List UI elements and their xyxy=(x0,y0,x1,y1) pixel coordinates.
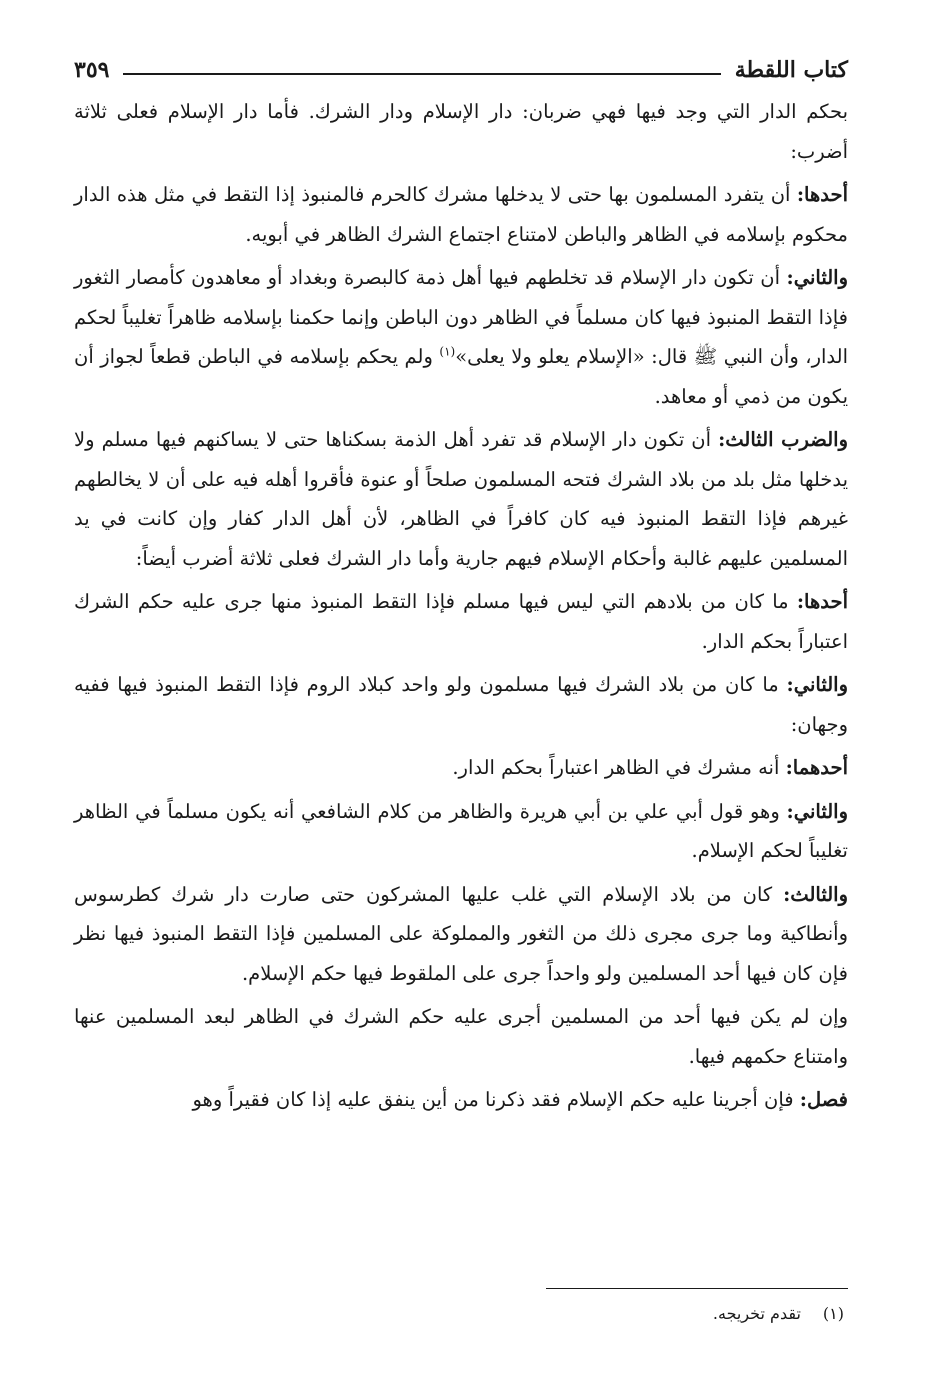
paragraph-lead: أحدهما: xyxy=(785,756,848,779)
paragraph-text-continued: ولم يحكم بإسلامه في الباطن قطعاً لجواز أن يكون من ذمي أو معاهد. xyxy=(74,345,848,408)
paragraph-text: فإن أجرينا عليه حكم الإسلام فقد ذكرنا من أين ينفق عليه إذا كان فقيراً وهو xyxy=(192,1088,800,1111)
footnote-number: (١) xyxy=(822,1304,844,1323)
paragraph-lead: أحدها: xyxy=(796,183,848,206)
paragraph-lead: فصل: xyxy=(799,1088,848,1111)
paragraph-text: أن يتفرد المسلمون بها حتى لا يدخلها مشرك كالحرم فالمنبوذ إذا التقط في مثل هذه الدار محكوم بإسلامه في الظاهر والباطن لامتناع اجتماع الشرك الظاهر في أبويه. xyxy=(74,183,848,246)
footnote-divider xyxy=(546,1288,848,1289)
paragraph-text: أن تكون دار الإسلام قد تفرد أهل الذمة بسكناها حتى لا يساكنهم فيها مسلم ولا يدخلها مثل بلد من بلاد الشرك فتحه المسلمون صلحاً أو عنوة فأقروا أهله فيه على أن لا يخالطهم غيرهم فإذا التقط المنبوذ فيه كان كافراً في الظاهر، لأن أهل الدار كفار وإن كانت في يد المسلمين عليهم غالبة وأحكام الإسلام فيهم جارية وأما دار الشرك فعلى ثلاثة أضرب أيضاً: xyxy=(74,428,848,570)
footnote-reference: (١) xyxy=(439,344,456,359)
footnote xyxy=(713,1302,844,1326)
page-header xyxy=(74,48,848,92)
paragraph-lead: والثاني: xyxy=(786,799,848,823)
paragraph-text: كان من بلاد الإسلام التي غلب عليها المشركون حتى صارت دار شرك كطرسوس وأنطاكية وما جرى مجرى ذلك من الثغور والمملوكة على المسلمين فإذا التقط المنبوذ فيها نظر فإن كان فيها أحد المسلمين ولو واحداً جرى على الملقوط فيها حكم الإسلام. xyxy=(74,882,848,985)
paragraph-text: وهو قول أبي علي بن أبي هريرة والظاهر من كلام الشافعي أنه يكون مسلماً في الظاهر تغليباً لحكم الإسلام. xyxy=(74,799,848,862)
page-number: ٣٥٩ xyxy=(74,57,110,83)
paragraph-no-muslims xyxy=(74,997,848,1076)
paragraph-lead: والثاني: xyxy=(786,673,848,696)
paragraph-lead: والثالث: xyxy=(783,882,848,906)
paragraph-lead: والثاني: xyxy=(786,266,848,289)
paragraph-view-two xyxy=(74,792,848,871)
paragraph-shirk-third xyxy=(74,875,848,994)
paragraph-text: أنه مشرك في الظاهر اعتباراً بحكم الدار. xyxy=(452,756,786,779)
paragraph-text: ما كان من بلادهم التي ليس فيها مسلم فإذا التقط المنبوذ منها جرى عليه حكم الشرك اعتباراً بحكم الدار. xyxy=(74,590,848,653)
chapter-title: كتاب اللقطة xyxy=(734,57,848,83)
paragraph-text: ما كان من بلاد الشرك فيها مسلمون ولو واحد كبلاد الروم فإذا التقط المنبوذ فيها ففيه وجهان: xyxy=(74,673,848,736)
paragraph-third-type xyxy=(74,420,848,578)
footnote-text: تقدم تخريجه. xyxy=(712,1304,801,1323)
paragraph-shirk-first xyxy=(74,582,848,661)
body-text xyxy=(74,92,848,1120)
paragraph-text: بحكم الدار التي وجد فيها فهي ضربان: دار الإسلام ودار الشرك. فأما دار الإسلام فعلى ثلاثة أضرب: xyxy=(74,100,848,163)
book-page xyxy=(74,48,848,1348)
paragraph-lead: والضرب الثالث: xyxy=(718,428,848,451)
paragraph-text: وإن لم يكن فيها أحد من المسلمين أجرى عليه حكم الشرك في الظاهر لبعد المسلمين عنها وامتناع حكمهم فيها. xyxy=(74,1005,848,1068)
paragraph-intro xyxy=(74,92,848,171)
paragraph-first-type xyxy=(74,175,848,254)
paragraph-shirk-second xyxy=(74,665,848,744)
paragraph-text: أن تكون دار الإسلام قد تخلطهم فيها أهل ذمة كالبصرة وبغداد أو معاهدون كأمصار الثغور فإذا التقط المنبوذ فيها كان مسلماً في الظاهر دون الباطن وإنما حكمنا بإسلامه ظاهراً تغليباً لحكم الدار، وأن النبي ﷺ قال: «الإسلام يعلو ولا يعلى» xyxy=(74,266,848,368)
header-rule xyxy=(123,73,720,75)
paragraph-second-type xyxy=(74,258,848,416)
paragraph-lead: أحدها: xyxy=(796,590,848,613)
paragraph-section xyxy=(74,1080,848,1120)
paragraph-view-one xyxy=(74,748,848,788)
